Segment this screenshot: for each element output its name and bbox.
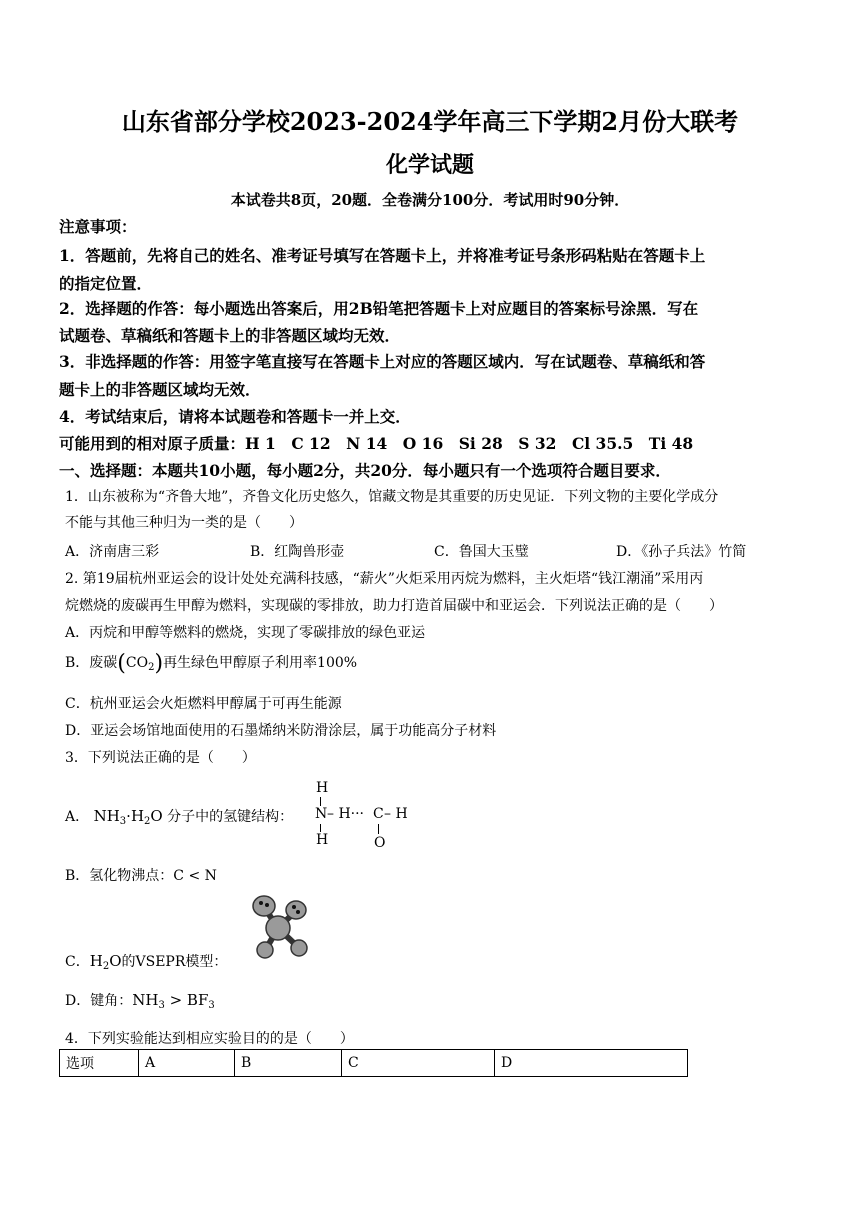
section-heading: 一、选择题：本题共10小题，每小题2分，共20分．每小题只有一个选项符合题目要求． <box>59 461 671 480</box>
q3-option-a-formula: $NH_3\cdot H_2O$ <box>93 807 163 827</box>
notice-item-1-line-2: 的指定位置． <box>59 274 153 293</box>
q2-option-d: D．亚运会场馆地面使用的石墨烯纳米防滑涂层，属于功能高分子材料 <box>65 723 497 739</box>
notice-item-2-line-1: 2．选择题的作答：每小题选出答案后，用2B铅笔把答题卡上对应题目的答案标号涂黑．写在 <box>59 299 699 318</box>
hydrogen-bond-structure <box>310 780 430 852</box>
q3-option-b: B．氢化物沸点：C < N <box>65 868 217 884</box>
q4-stem: 4．下列实验能达到相应实验目的的是（ ） <box>65 1031 354 1047</box>
table-header-cell: A <box>139 1050 235 1077</box>
exam-info: 本试卷共8页，20题．全卷满分100分．考试用时90分钟． <box>230 191 630 209</box>
q1-option-a: A．济南唐三彩 <box>65 544 160 560</box>
atomic-mass-line: 可能用到的相对原子质量：H 1 C 12 N 14 O 16 Si 28 S 32 Cl 35.5 Ti 48 <box>59 434 694 453</box>
page-subtitle: 化学试题 <box>385 152 474 178</box>
notice-item-4: 4．考试结束后，请将本试题卷和答题卡一并上交． <box>59 407 411 426</box>
page-title: 山东省部分学校2023-2024学年高三下学期2月份大联考 <box>121 107 739 136</box>
q3-option-a-text: 分子中的氢键结构： <box>167 809 294 825</box>
structure-bond-c-o <box>378 824 379 834</box>
structure-bottom-h: H <box>316 832 329 848</box>
structure-mid: – H··· <box>327 806 365 822</box>
q3-option-c: C．$H_2O$的VSEPR模型： <box>65 952 228 972</box>
q2-option-b-subscript: 2 <box>148 662 155 673</box>
q2-option-b-suffix: 再生绿色甲醇原子利用率100% <box>163 655 358 671</box>
notice-item-3-line-1: 3．非选择题的作答：用签字笔直接写在答题卡上对应的答题区域内．写在试题卷、草稿纸和答 <box>59 352 706 371</box>
structure-top-h: H <box>316 780 329 796</box>
q3-option-a <box>65 806 293 827</box>
q2-option-b-formula: CO <box>125 655 149 671</box>
table-header-cell: C <box>342 1050 495 1077</box>
q2-option-b-prefix: B．废碳 <box>65 655 118 671</box>
notice-heading: 注意事项： <box>59 217 137 236</box>
structure-n: N <box>315 806 328 822</box>
q1-option-c: C．鲁国大玉璧 <box>434 544 529 560</box>
notice-item-2-line-2: 试题卷、草稿纸和答题卡上的非答题区域均无效． <box>59 326 401 345</box>
q2-stem-line-2: 烷燃烧的废碳再生甲醇为燃料，实现碳的零排放，助力打造首届碳中和亚运会．下列说法正确的是（ ） <box>65 598 723 614</box>
q3-option-a-prefix: A． <box>65 809 90 825</box>
q2-option-a: A．丙烷和甲醇等燃料的燃烧，实现了零碳排放的绿色亚运 <box>65 625 426 641</box>
structure-bond-top <box>320 797 321 806</box>
q1-option-b: B．红陶兽形壶 <box>250 544 345 560</box>
q2-stem-line-1: 2. 第19届杭州亚运会的设计处处充满科技感，“薪火”火炬采用丙烷为燃料，主火炬塔“钱江潮涌”采用丙 <box>65 571 704 587</box>
q1-stem-line-1: 1．山东被称为“齐鲁大地”，齐鲁文化历史悠久，馆藏文物是其重要的历史见证．下列文物的主要化学成分 <box>65 489 719 505</box>
table-header-cell: 选项 <box>60 1050 139 1077</box>
q3-stem: 3．下列说法正确的是（ ） <box>65 750 256 766</box>
table-row <box>60 1050 688 1077</box>
structure-o: O <box>374 835 386 851</box>
vsepr-model-image <box>244 893 312 961</box>
structure-right: – H <box>384 806 408 822</box>
q2-option-c: C．杭州亚运会火炬燃料甲醇属于可再生能源 <box>65 696 342 712</box>
q4-options-table <box>59 1049 688 1077</box>
table-header-cell: B <box>235 1050 342 1077</box>
structure-bond-bottom <box>320 824 321 832</box>
q1-stem-line-2: 不能与其他三种归为一类的是（ ） <box>65 515 303 531</box>
q3-option-d: D．键角：$NH_3 > BF_3$ <box>65 991 215 1011</box>
q2-option-b: B．废碳$(CO_2)$再生绿色甲醇原子利用率100% <box>65 651 358 676</box>
table-header-cell: D <box>495 1050 688 1077</box>
notice-item-1-line-1: 1．答题前，先将自己的姓名、准考证号填写在答题卡上，并将准考证号条形码粘贴在答题卡上 <box>59 246 706 265</box>
q1-option-d: D．《孙子兵法》竹简 <box>616 544 747 560</box>
structure-c: C <box>373 806 384 822</box>
notice-item-3-line-2: 题卡上的非答题区域均无效． <box>59 380 261 399</box>
